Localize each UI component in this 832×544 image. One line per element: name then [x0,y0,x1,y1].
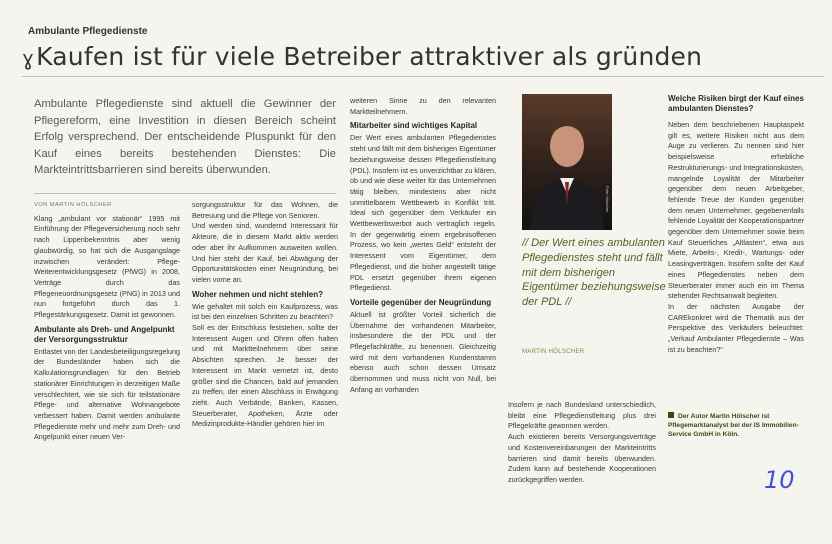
divider [22,76,824,77]
col4-paragraph-2: Auch existieren bereits Versorgungsverträge und Kostenvereinbarungen der Markteintritts barrieren sind damit bereits überwunden. Zudem kann auf bestehende Kooperationen zurückgegriffen werden. [508,432,656,484]
sidebar-paragraph-1: Neben dem beschriebenen Hauptaspekt gilt es, weitere Risiken nicht aus dem Auge zu verlieren. Zu nennen sind hier beispielsweise erhebliche Restrukturierungs- und Integrationskosten, mangelnde Loyalität der Mitarbeiter gegenüber dem neuen Arbeitgeber, fehlende Treue der Kunden gegenüber dem neuen Unternehmer, gegebenenfalls fehlende Loyalität der Kooperationspartner gegenüber dem Unternehmer sowie beim Kauf Steuerliches „Altlasten“, etwa aus Miete, Arbeits-, Kredit-, Wartungs- oder Leasingverträgen. Insofern sollte der Kauf eines Pflegedienstes neben dem Steuerberater immer auch ein im Thema stehender Rechtsanwalt begleiten. [668,120,804,301]
col1-paragraph-2: Entlastet von der Landesbeteiligungsregelung der Bundesländer haben sich die Kalkulationsgrundlagen für den Betrieb stationärer Einrichtungen in derzeitigen Maße verschlechtert, wie sie sich für teilstationäre Pflege- und alternative Wohnangebote verbessert haben. Damit werden ambulante Pflegedienste mehr und mehr zum Dreh- und Angelpunkt einer neuen Ver- [34,346,180,442]
quote-author: MARTIN HÖLSCHER [522,349,585,355]
pull-quote: // Der Wert eines ambulanten Pflegedienstes steht und fällt mit dem bisherigen Eigentümer beziehungsweise der PDL // [522,237,666,309]
col3-heading-2: Vorteile gegenüber der Neugründung [350,297,492,307]
author-photo [522,94,612,230]
byline: VON MARTIN HÖLSCHER [34,202,112,208]
col2-paragraph-4: Soll es der Entschluss feststehen, sollte der Interessent Augen und Ohren offen halten und mit Marktteilnehmern über seine Absichten sprechen. Je besser der Interessent im Markt vernetzt ist, desto größer sind die Chancen, bald auf jemanden zu treffen, der einen Abschluss in Erwägung zieht. Auch Verbände, Banken, Kassen, Steuerberater, Apotheken, Ärzte oder Medizinprodukte-Händler gehören hier im [192,323,338,429]
lead-divider [34,193,336,194]
col3-paragraph-3: Aktuell ist größter Vorteil sicherlich die Übernahme der vorhandenen Mitarbeiter, insbesondere die der PDL und der Pflegefachkräfte, zu benennen. Gleichzeitig wird mit dem vorhandenen Kundenstamm ebenso auch schon dessen Umsatz übernommen und muss nicht von Null, bei Anfang an vorhanden [350,309,496,394]
headline-text: Kaufen ist für viele Betreiber attraktiver als gründen [36,42,703,71]
col3-paragraph-1: weiteren Sinne zu den relevanten Marktteilnehmern. [350,96,496,116]
column-2 [192,200,338,540]
col3-paragraph-2: Der Wert eines ambulanten Pflegedienstes steht und fällt mit dem bisherigen Eigentümer beziehungsweise dessen Pflegedienstleitung (PDL). Insofern ist es unverzichtbar zu klären, ob und wie diese weiter für das Unternehmen tätig bleiben, mindestens aber nicht unmittelbarem Wettbewerb in Konflikt tritt. Ideal sich gegenüber dem Verkäufer ein Wettbewerbsverbot auch vertraglich regeln. In der gegenwärtig einem ergebnisoffenen Prozess, wo kein „wertes Geld“ entsteht der Interessent vom Eigentümer, dem Pflegedienst, und die bisher angestellt tätige PDL ersetzt gegenüber ihrem eigenen Pflegedienst. [350,133,496,293]
author-note-text: Der Autor Martin Hölscher ist Pflegemarktanalyst bei der IS Immobilien-Service GmbH in Köln. [668,413,799,438]
kicker: Ambulante Pflegedienste [28,26,148,37]
col1-paragraph-1: Klang „ambulant vor stationär“ 1995 mit Einführung der Pflegeversicherung noch sehr nach Lippenbekenntnis aber wenig glaubwürdig, so hat sich die Ausgangslage inzwischen verändert: Pflege-Weiterentwicklungsgesetz (PfWG) in 2008, Verträge durch das Pflegeneuordnungsgesetz (PNG) in 2013 und nun fortgeführt durch das 1. Pflegestärkungsgesetz. Damit ist gewonnen. [34,213,180,320]
column-4 [508,400,656,540]
lead-paragraph: Ambulante Pflegedienste sind aktuell die Gewinner der Pflegereform, eine Investition in diesen Bereich scheint Erfolg versprechend. Der entscheidende Pluspunkt für den Kauf eines bereits bestehenden Dienstes: Die Markteintrittsbarrieren sind bereits überwunden. [34,98,336,177]
photo-credit: Foto: Hölscher [605,186,610,213]
headline [22,42,702,71]
col2-paragraph-3: Wie gehaltet mit solch ein Kaufprozess, was ist bei den einzelnen Schritten zu beachten? [192,301,338,322]
sidebar-paragraph-2: In der nächsten Ausgabe der CAREkonkret wird die Thematik aus der Perspektive des Verkäufers beleuchtet: „Verkauf Ambulanter Pflegedienste – Was ist zu beachten?“ [668,301,804,354]
author-note [668,412,804,439]
handwritten-page-number: 10 [764,466,795,494]
column-3 [350,96,496,540]
col2-heading-1: Woher nehmen und nicht stehlen? [192,289,323,299]
square-bullet-icon [668,412,674,418]
sidebar-heading: Welche Risiken birgt der Kauf eines ambulanten Dienstes? [668,94,804,113]
column-1 [34,200,180,540]
col3-heading-1: Mitarbeiter sind wichtiges Kapital [350,121,478,131]
sidebar-body [668,120,804,408]
hand-mark-icon: ɣ [22,46,35,70]
col2-paragraph-1: sorgungsstruktur für das Wohnen, die Betreuung und die Pflege von Senioren. [192,200,338,220]
col1-heading-1: Ambulante als Dreh- und Angelpunkt der Versorgungsstruktur [34,324,175,344]
col4-paragraph-1: Insofern je nach Bundesland unterschiedlich, bleibt eine Pflegedienstleitung plus drei Pflegekräfte gewonnen werden. [508,400,656,431]
col2-paragraph-2: Und werden sind, wundernd Interessant für Akteure, die in diesem Markt aktiv werden oder aber ihr Aufkommen ausweiten wollen. Und hier steht der Kauf, bei Abwägung der Opportunitätskosten einer Neugründung, bei vielen vorne an. [192,221,338,284]
portrait-illustration [522,94,612,230]
